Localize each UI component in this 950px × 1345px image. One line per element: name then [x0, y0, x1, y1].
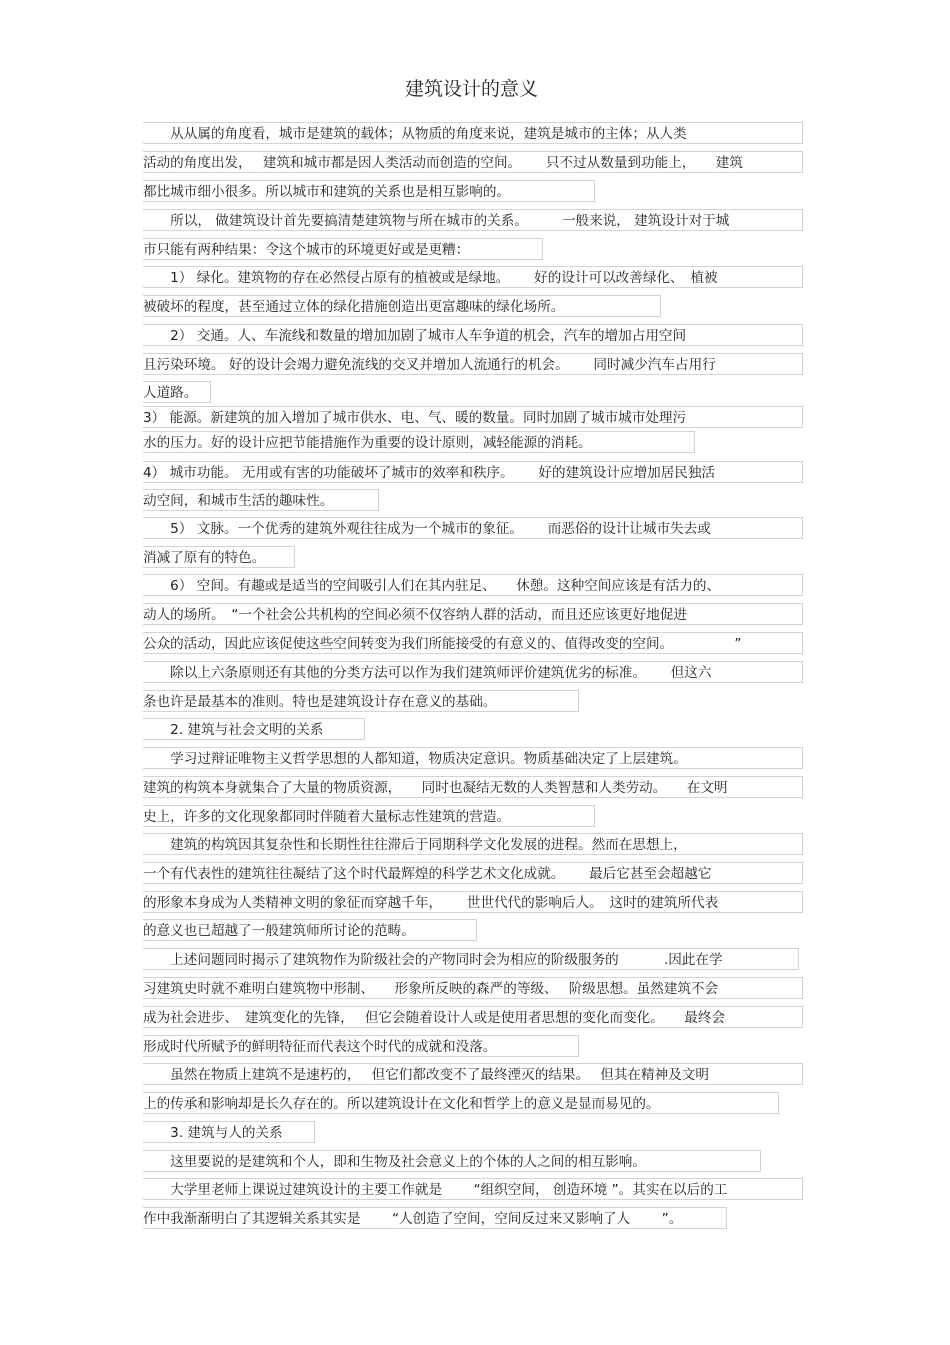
paragraph-line: 人道路。: [143, 381, 211, 403]
paragraph-line: 习建筑史时就不难明白建筑物中形制、 形象所反映的森严的等级、 阶级思想。虽然建筑不会: [143, 977, 803, 999]
paragraph-line: 5） 文脉。一个优秀的建筑外观往往成为一个城市的象征。 而恶俗的设计让城市失去或: [143, 517, 803, 539]
paragraph-line: 建筑的构筑因其复杂性和长期性往往滞后于同期科学文化发展的进程。然而在思想上，: [143, 833, 803, 855]
paragraph-line: 作中我渐渐明白了其逻辑关系其实是 “人创造了空间，空间反过来又影响了人 ”。: [143, 1207, 727, 1229]
paragraph-line: 动人的场所。 “一个社会公共机构的空间必须不仅容纳人群的活动，而且还应该更好地促进: [143, 603, 803, 625]
paragraph-line: 公众的活动，因此应该促使这些空间转变为我们所能接受的有意义的、值得改变的空间。 ”: [143, 632, 803, 654]
paragraph-line: 虽然在物质上建筑不是速朽的， 但它们都改变不了最终湮灭的结果。 但其在精神及文明: [143, 1063, 803, 1085]
paragraph-line: 都比城市细小很多。所以城市和建筑的关系也是相互影响的。: [143, 180, 595, 202]
paragraph-line: 水的压力。好的设计应把节能措施作为重要的设计原则，减轻能源的消耗。: [143, 431, 695, 453]
paragraph-line: 从从属的角度看，城市是建筑的载体；从物质的角度来说，建筑是城市的主体；从人类: [143, 122, 803, 144]
paragraph-line: 6） 空间。有趣或是适当的空间吸引人们在其内驻足、 休憩。这种空间应该是有活力的、: [143, 574, 803, 596]
paragraph-line: 一个有代表性的建筑往往凝结了这个时代最辉煌的科学艺术文化成就。 最后它甚至会超越它: [143, 862, 803, 884]
paragraph-line: 史上，许多的文化现象都同时伴随着大量标志性建筑的营造。: [143, 805, 595, 827]
paragraph-line: 除以上六条原则还有其他的分类方法可以作为我们建筑师评价建筑优劣的标准。 但这六: [143, 661, 803, 683]
paragraph-line: 条也许是最基本的准则。特也是建筑设计存在意义的基础。: [143, 690, 579, 712]
paragraph-line: 的形象本身成为人类精神文明的象征而穿越千年， 世世代代的影响后人。 这时的建筑所代表: [143, 891, 803, 913]
paragraph-line: 2） 交通。人、车流线和数量的增加加剧了城市人车争道的机会，汽车的增加占用空间: [143, 324, 803, 346]
paragraph-line: 被破坏的程度，甚至通过立体的绿化措施创造出更富趣味的绿化场所。: [143, 295, 661, 317]
paragraph-line: 上述问题同时揭示了建筑物作为阶级社会的产物同时会为相应的阶级服务的 .因此在学: [143, 948, 799, 970]
paragraph-line: 建筑的构筑本身就集合了大量的物质资源， 同时也凝结无数的人类智慧和人类劳动。 在文明: [143, 776, 803, 798]
paragraph-line: 活动的角度出发， 建筑和城市都是因人类活动而创造的空间。 只不过从数量到功能上， 建筑: [143, 151, 803, 173]
paragraph-line: 成为社会进步、 建筑变化的先锋， 但它会随着设计人或是使用者思想的变化而变化。 最终会: [143, 1006, 803, 1028]
paragraph-line: 上的传承和影响却是长久存在的。所以建筑设计在文化和哲学上的意义是显而易见的。: [143, 1092, 779, 1114]
paragraph-line: 这里要说的是建筑和个人，即和生物及社会意义上的个体的人之间的相互影响。: [143, 1150, 761, 1172]
paragraph-line: 2. 建筑与社会文明的关系: [143, 718, 365, 740]
paragraph-line: 消减了原有的特色。: [143, 546, 295, 568]
paragraph-line: 学习过辩证唯物主义哲学思想的人都知道，物质决定意识。物质基础决定了上层建筑。: [143, 747, 803, 769]
paragraph-line: 所以， 做建筑设计首先要搞清楚建筑物与所在城市的关系。 一般来说， 建筑设计对于城: [143, 209, 803, 231]
paragraph-line: 形成时代所赋予的鲜明特征而代表这个时代的成就和没落。: [143, 1035, 579, 1057]
document-title: 建筑设计的意义: [404, 78, 538, 100]
paragraph-line: 的意义也已超越了一般建筑师所讨论的范畴。: [143, 919, 477, 941]
paragraph-line: 市只能有两种结果：令这个城市的环境更好或是更糟：: [143, 238, 543, 260]
paragraph-line: 3） 能源。新建筑的加入增加了城市供水、电、气、暖的数量。同时加剧了城市城市处理污: [143, 406, 803, 428]
paragraph-line: 且污染环境。 好的设计会竭力避免流线的交叉并增加人流通行的机会。 同时减少汽车占用行: [143, 353, 803, 375]
paragraph-line: 1） 绿化。建筑物的存在必然侵占原有的植被或是绿地。 好的设计可以改善绿化、 植被: [143, 266, 803, 288]
paragraph-line: 大学里老师上课说过建筑设计的主要工作就是 “组织空间， 创造环境 ”。其实在以后的工: [143, 1178, 803, 1200]
paragraph-line: 动空间，和城市生活的趣味性。: [143, 489, 379, 511]
paragraph-line: 4） 城市功能。 无用或有害的功能破坏了城市的效率和秩序。 好的建筑设计应增加居民独活: [143, 461, 803, 483]
paragraph-line: 3. 建筑与人的关系: [143, 1121, 315, 1143]
